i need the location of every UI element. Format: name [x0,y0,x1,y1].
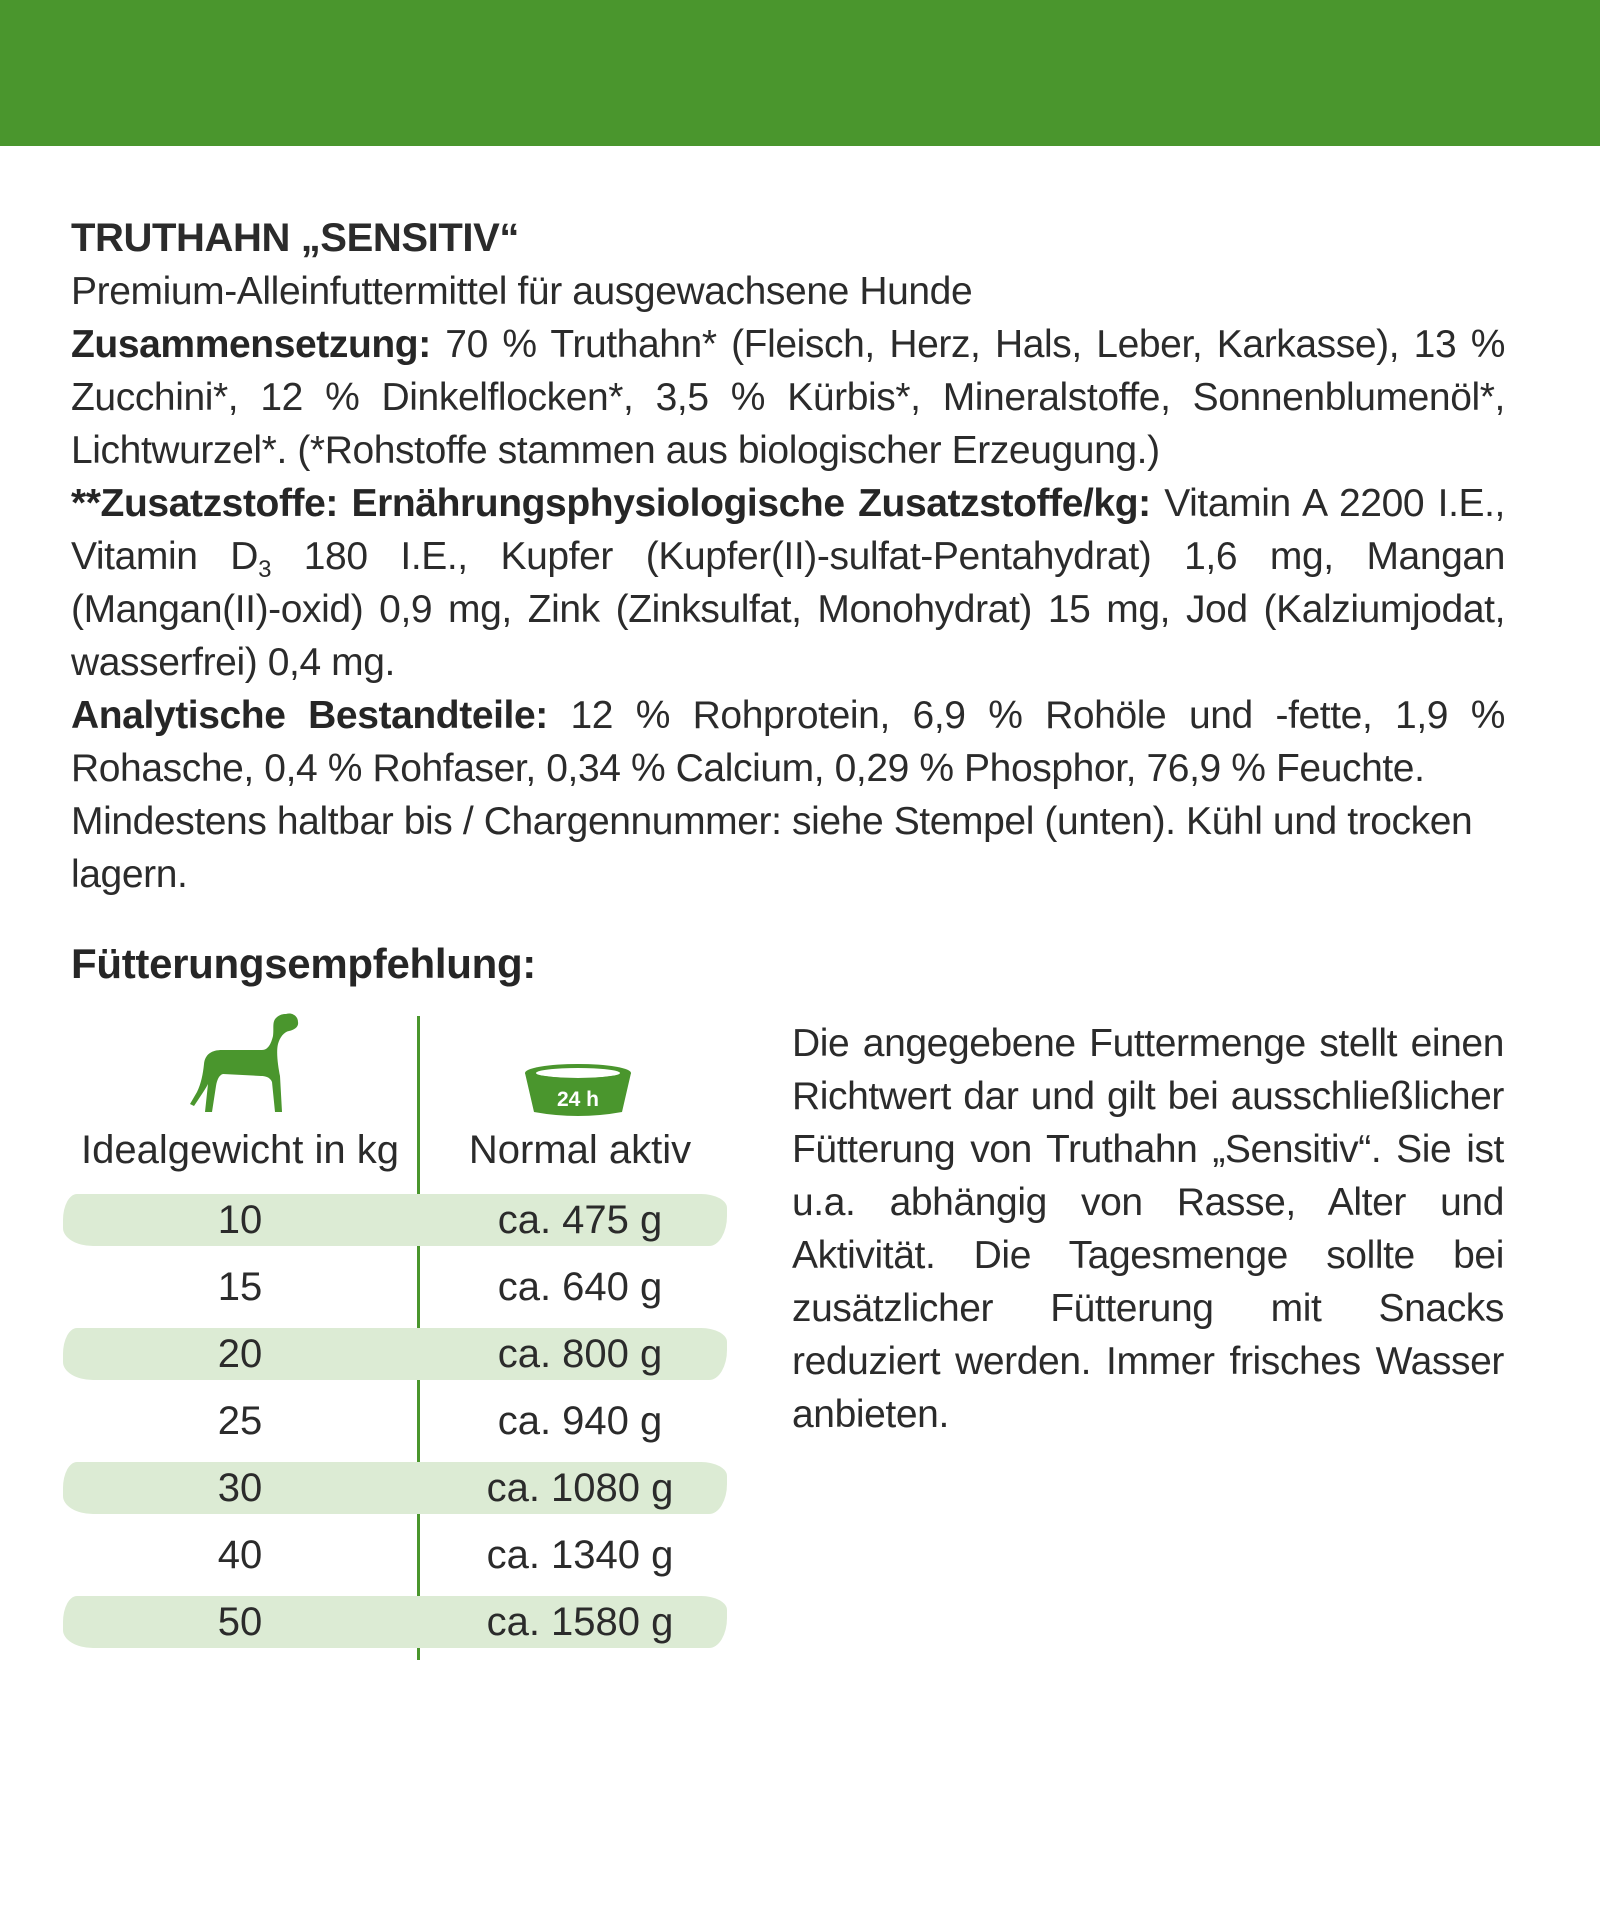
row-weight: 50 [217,1600,263,1644]
row-weight: 30 [217,1466,263,1510]
row-weight: 15 [217,1265,263,1309]
product-subtitle: Premium-Alleinfuttermittel für ausgewachsene Hunde [71,270,973,313]
row-amount: ca. 1080 g [486,1466,674,1510]
analytic-paragraph [71,689,1505,795]
product-title: TRUTHAHN „SENSITIV“ [71,216,519,260]
table-row [60,1459,730,1517]
table-row [60,1593,730,1651]
row-amount: ca. 1580 g [486,1600,674,1644]
additives-label: **Zusatzstoffe: Ernährungsphysiologische Zusatzstoffe/kg: [71,482,1151,525]
feeding-table [60,1010,740,1660]
analytic-text: 12 % Rohprotein, 6,9 % Rohöle und -fette, 1,9 % Rohasche, 0,4 % Rohfaser, 0,34 % Calcium, 0,29 % Phosphor, 76,9 % Feuchte. [71,694,1505,790]
row-weight: 20 [217,1332,263,1376]
table-row [60,1258,730,1316]
column-header-weight: Idealgewicht in kg [81,1128,399,1172]
header-bar [0,0,1600,146]
table-row [60,1191,730,1249]
feeding-note: Die angegebene Futtermenge stellt einen Richtwert dar und gilt bei ausschließlicher Fütterung von Truthahn „Sensitiv“. Sie ist u.a. abhängig von Rasse, Alter und Aktivität. Die Tagesmenge sollte bei zusätzlicher Fütterung mit Snacks reduziert werden. Immer frisches Wasser anbieten. [792,1022,1504,1436]
table-row [60,1325,730,1383]
dog-icon [188,1010,300,1118]
row-amount: ca. 640 g [497,1265,663,1309]
analytic-label: Analytische Bestandteile: [71,694,548,737]
row-amount: ca. 1340 g [486,1533,674,1577]
composition-label: Zusammensetzung: [71,323,431,366]
bowl-label: 24 h [556,1088,600,1111]
table-row [60,1392,730,1450]
row-amount: ca. 800 g [497,1332,663,1376]
additives-subscript: 3 [258,556,272,583]
row-weight: 10 [217,1198,263,1242]
composition-text: 70 % Truthahn* (Fleisch, Herz, Hals, Leber, Karkasse), 13 % Zucchini*, 12 % Dinkelflocken*, 3,5 % Kürbis*, Mineralstoffe, Sonnenblumenöl*, Lichtwurzel*. (*Rohstoffe stammen aus biologischer Erzeugung.) [71,323,1505,472]
additives-paragraph [71,477,1505,689]
row-amount: ca. 940 g [497,1399,663,1443]
feeding-heading: Fütterungsempfehlung: [71,940,536,987]
product-info [71,212,1505,901]
row-amount: ca. 475 g [497,1198,663,1242]
storage-text: Mindestens haltbar bis / Chargennummer: siehe Stempel (unten). Kühl und trocken lagern. [71,800,1473,896]
row-weight: 40 [217,1533,263,1577]
table-row [60,1526,730,1584]
additives-text-1: Vitamin A 2200 I.E., Vitamin D [71,482,1505,578]
composition-paragraph [71,318,1505,477]
column-header-amount: Normal aktiv [468,1128,692,1172]
row-weight: 25 [217,1399,263,1443]
additives-text-2: 180 I.E., Kupfer (Kupfer(II)-sulfat-Pentahydrat) 1,6 mg, Mangan (Mangan(II)-oxid) 0,9 mg, Zink (Zinksulfat, Monohydrat) 15 mg, Jod (Kalziumjodat, wasserfrei) 0,4 mg. [71,535,1505,684]
food-bowl-icon [518,1062,638,1122]
